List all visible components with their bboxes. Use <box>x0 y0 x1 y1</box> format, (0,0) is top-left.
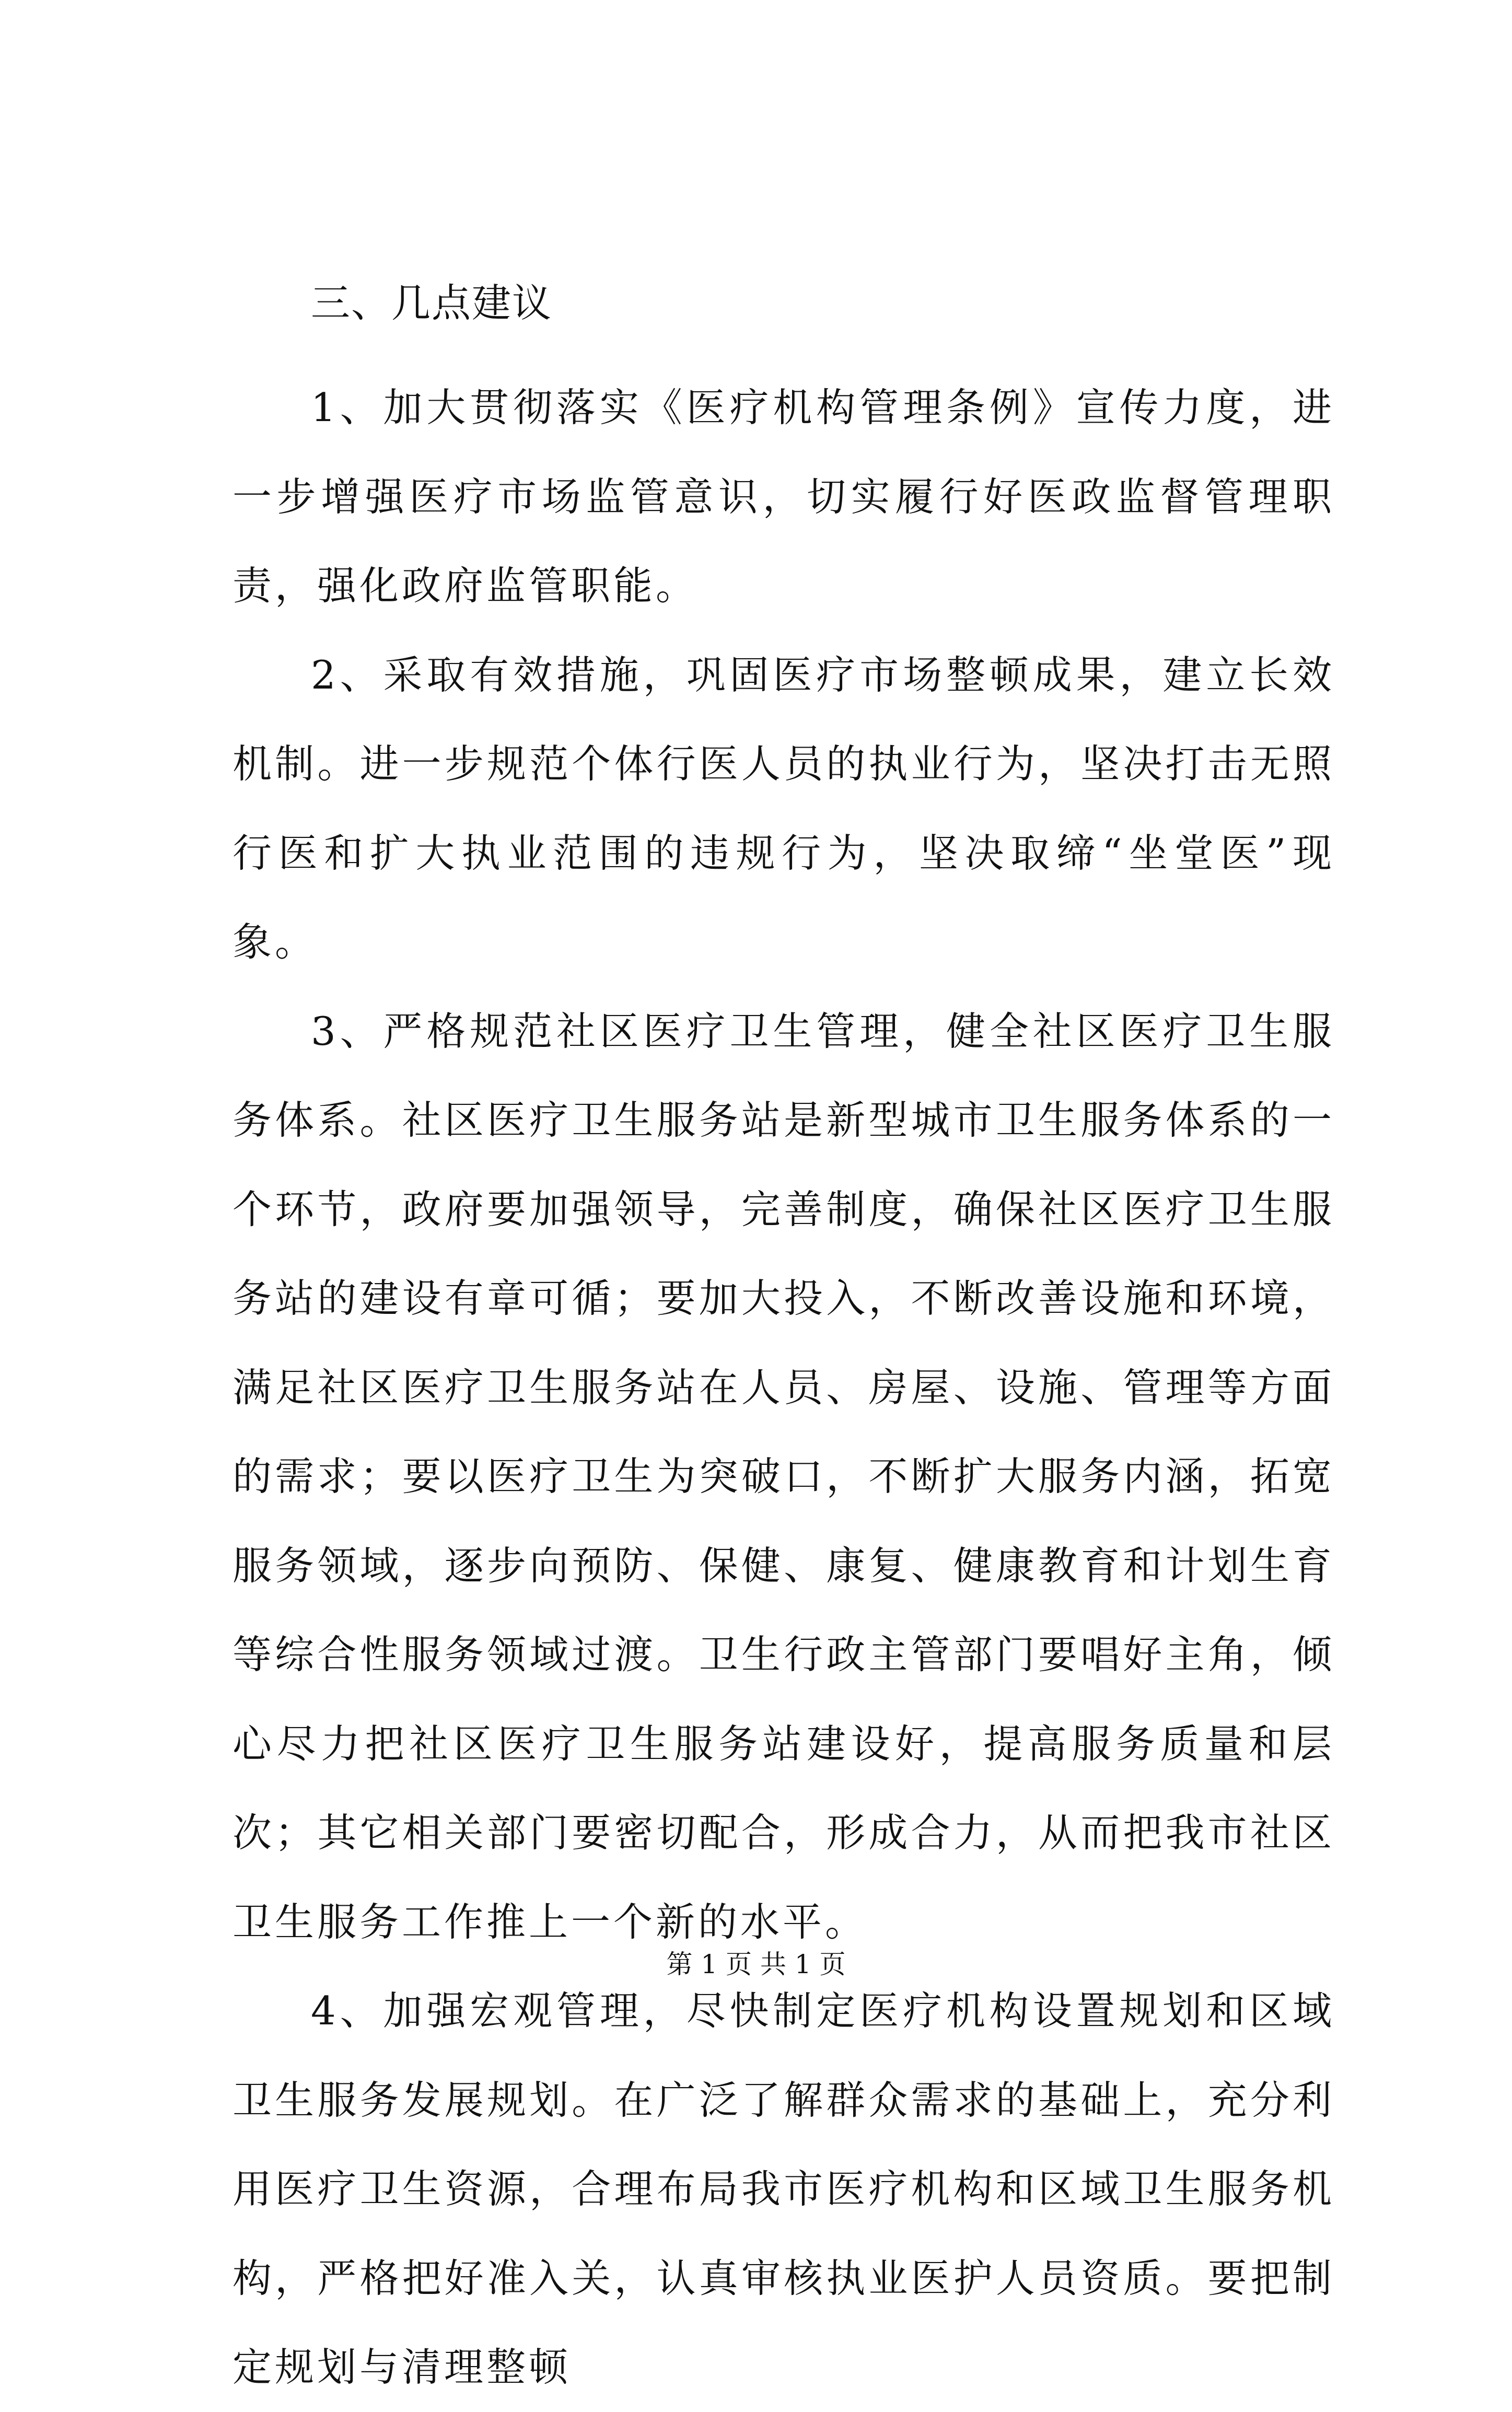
section-heading: 三、几点建议 <box>311 280 553 326</box>
paragraph-1: 1、加大贯彻落实《医疗机构管理条例》宣传力度，进一步增强医疗市场监管意识，切实履行好医政监督管理职责，强化政府监管职能。 <box>232 384 1335 609</box>
paragraph-3: 3、严格规范社区医疗卫生管理，健全社区医疗卫生服务体系。社区医疗卫生服务站是新型城市卫生服务体系的一个环节，政府要加强领导，完善制度，确保社区医疗卫生服务站的建设有章可循；要加大投入，不断改善设施和环境，满足社区医疗卫生服务站在人员、房屋、设施、管理等方面的需求；要以医疗卫生为突破口，不断扩大服务内涵，拓宽服务领域，逐步向预防、保健、康复、健康教育和计划生育等综合性服务领域过渡。卫生行政主管部门要唱好主角，倾心尽力把社区医疗卫生服务站建设好，提高服务质量和层次；其它相关部门要密切配合，形成合力，从而把我市社区卫生服务工作推上一个新的水平。 <box>232 1008 1335 1945</box>
page-footer <box>0 1946 1512 1983</box>
page-number: 第 1 页 共 1 页 <box>666 1949 846 1979</box>
document-body <box>232 272 1335 2412</box>
paragraph-4: 4、加强宏观管理，尽快制定医疗机构设置规划和区域卫生服务发展规划。在广泛了解群众需求的基础上，充分利用医疗卫生资源，合理布局我市医疗机构和区域卫生服务机构，严格把好准入关，认真审核执业医护人员资质。要把制定规划与清理整顿 <box>232 1988 1335 2390</box>
paragraph-2: 2、采取有效措施，巩固医疗市场整顿成果，建立长效机制。进一步规范个体行医人员的执业行为，坚决打击无照行医和扩大执业范围的违规行为，坚决取缔“坐堂医”现象。 <box>232 651 1335 965</box>
